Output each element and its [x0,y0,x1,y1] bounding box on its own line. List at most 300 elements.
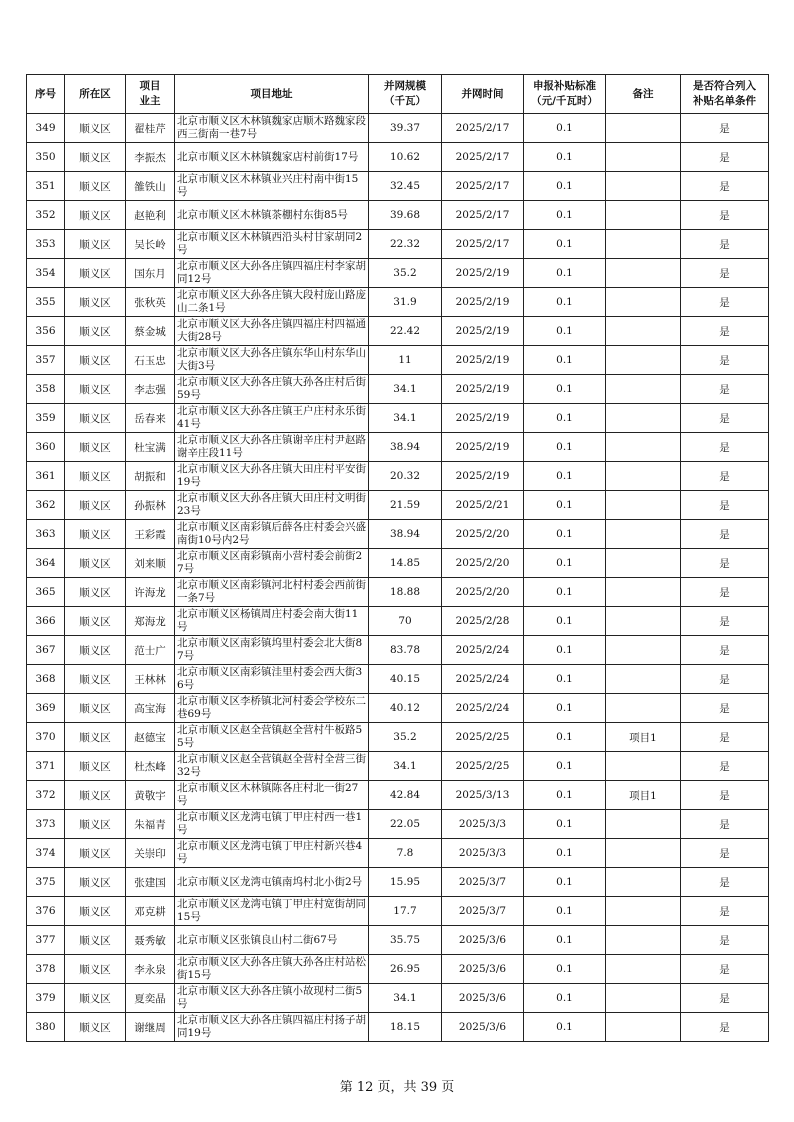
cell-address: 北京市顺义区木林镇西沿头村甘家胡同2号 [175,230,369,259]
table-row [27,752,769,781]
cell-address: 北京市顺义区大孙各庄镇大孙各庄村站松街15号 [175,955,369,984]
cell-seq: 355 [27,288,65,317]
cell-eligible: 是 [681,114,769,143]
cell-address: 北京市顺义区大孙各庄镇大段村庞山路庞山二条1号 [175,288,369,317]
cell-address: 北京市顺义区张镇良山村二街67号 [175,926,369,955]
cell-district: 顺义区 [65,375,126,404]
cell-subsidy-rate: 0.1 [524,810,606,839]
cell-owner: 夏奕晶 [126,984,175,1013]
cell-remarks: 项目1 [606,781,681,810]
cell-address: 北京市顺义区大孙各庄镇大田庄村平安街19号 [175,462,369,491]
cell-grid-date: 2025/2/25 [442,752,524,781]
cell-address: 北京市顺义区大孙各庄镇四福庄村扬子胡同19号 [175,1013,369,1042]
cell-seq: 371 [27,752,65,781]
cell-grid-date: 2025/3/6 [442,926,524,955]
cell-seq: 363 [27,520,65,549]
cell-address: 北京市顺义区木林镇魏家店村前街17号 [175,143,369,172]
header-address: 项目地址 [175,75,369,114]
cell-subsidy-rate: 0.1 [524,578,606,607]
cell-seq: 358 [27,375,65,404]
cell-address: 北京市顺义区大孙各庄镇小故现村二街5号 [175,984,369,1013]
cell-subsidy-rate: 0.1 [524,607,606,636]
header-seq: 序号 [27,75,65,114]
cell-subsidy-rate: 0.1 [524,984,606,1013]
cell-subsidy-rate: 0.1 [524,636,606,665]
cell-subsidy-rate: 0.1 [524,375,606,404]
cell-remarks [606,346,681,375]
cell-grid-date: 2025/2/20 [442,520,524,549]
cell-grid-date: 2025/2/24 [442,665,524,694]
cell-subsidy-rate: 0.1 [524,346,606,375]
cell-subsidy-rate: 0.1 [524,143,606,172]
cell-seq: 356 [27,317,65,346]
cell-owner: 张建国 [126,868,175,897]
cell-subsidy-rate: 0.1 [524,897,606,926]
cell-remarks [606,694,681,723]
cell-seq: 378 [27,955,65,984]
cell-seq: 369 [27,694,65,723]
header-district: 所在区 [65,75,126,114]
cell-owner: 岳春来 [126,404,175,433]
cell-seq: 376 [27,897,65,926]
cell-grid-date: 2025/3/6 [442,1013,524,1042]
cell-capacity: 17.7 [369,897,442,926]
cell-seq: 370 [27,723,65,752]
cell-owner: 孙振林 [126,491,175,520]
cell-grid-date: 2025/3/6 [442,984,524,1013]
cell-remarks [606,868,681,897]
cell-subsidy-rate: 0.1 [524,288,606,317]
table-row [27,375,769,404]
cell-grid-date: 2025/2/19 [442,317,524,346]
cell-capacity: 20.32 [369,462,442,491]
cell-address: 北京市顺义区南彩镇后薛各庄村委会兴盛南街10号内2号 [175,520,369,549]
table-row [27,694,769,723]
cell-grid-date: 2025/3/3 [442,810,524,839]
cell-district: 顺义区 [65,404,126,433]
table-row [27,404,769,433]
header-remarks: 备注 [606,75,681,114]
cell-owner: 黄敬宇 [126,781,175,810]
cell-remarks [606,549,681,578]
cell-district: 顺义区 [65,549,126,578]
cell-remarks [606,172,681,201]
cell-remarks [606,433,681,462]
cell-grid-date: 2025/2/24 [442,694,524,723]
cell-subsidy-rate: 0.1 [524,549,606,578]
cell-owner: 朱福青 [126,810,175,839]
cell-seq: 362 [27,491,65,520]
cell-grid-date: 2025/2/28 [442,607,524,636]
cell-capacity: 7.8 [369,839,442,868]
cell-owner: 胡振和 [126,462,175,491]
cell-capacity: 22.32 [369,230,442,259]
table-row [27,317,769,346]
cell-remarks: 项目1 [606,723,681,752]
cell-district: 顺义区 [65,607,126,636]
cell-subsidy-rate: 0.1 [524,172,606,201]
table-row [27,665,769,694]
cell-eligible: 是 [681,984,769,1013]
cell-address: 北京市顺义区大孙各庄镇大田庄村文明街23号 [175,491,369,520]
cell-remarks [606,143,681,172]
cell-district: 顺义区 [65,317,126,346]
cell-eligible: 是 [681,143,769,172]
cell-grid-date: 2025/2/21 [442,491,524,520]
cell-remarks [606,955,681,984]
cell-owner: 范士广 [126,636,175,665]
cell-remarks [606,375,681,404]
cell-district: 顺义区 [65,926,126,955]
cell-eligible: 是 [681,491,769,520]
cell-eligible: 是 [681,404,769,433]
cell-subsidy-rate: 0.1 [524,694,606,723]
cell-capacity: 32.45 [369,172,442,201]
cell-remarks [606,317,681,346]
cell-eligible: 是 [681,839,769,868]
table-row [27,114,769,143]
cell-seq: 380 [27,1013,65,1042]
cell-seq: 377 [27,926,65,955]
cell-grid-date: 2025/2/19 [442,346,524,375]
cell-owner: 张秋英 [126,288,175,317]
cell-remarks [606,839,681,868]
cell-grid-date: 2025/2/19 [442,259,524,288]
cell-eligible: 是 [681,752,769,781]
cell-district: 顺义区 [65,752,126,781]
cell-remarks [606,607,681,636]
cell-address: 北京市顺义区大孙各庄镇四福庄村李家胡同12号 [175,259,369,288]
cell-subsidy-rate: 0.1 [524,230,606,259]
cell-capacity: 22.42 [369,317,442,346]
cell-subsidy-rate: 0.1 [524,723,606,752]
cell-capacity: 35.2 [369,259,442,288]
cell-subsidy-rate: 0.1 [524,781,606,810]
cell-owner: 杜宝满 [126,433,175,462]
cell-address: 北京市顺义区大孙各庄镇东华山村东华山大街3号 [175,346,369,375]
header-eligible: 是否符合列入 补贴名单条件 [681,75,769,114]
cell-address: 北京市顺义区南彩镇坞里村委会北大街87号 [175,636,369,665]
cell-subsidy-rate: 0.1 [524,520,606,549]
cell-remarks [606,114,681,143]
cell-grid-date: 2025/2/17 [442,172,524,201]
cell-grid-date: 2025/2/20 [442,549,524,578]
cell-grid-date: 2025/2/25 [442,723,524,752]
cell-owner: 王彩霞 [126,520,175,549]
header-grid-date: 并网时间 [442,75,524,114]
cell-seq: 379 [27,984,65,1013]
cell-capacity: 15.95 [369,868,442,897]
cell-capacity: 21.59 [369,491,442,520]
cell-capacity: 70 [369,607,442,636]
cell-remarks [606,201,681,230]
cell-address: 北京市顺义区南彩镇洼里村委会西大街36号 [175,665,369,694]
cell-capacity: 18.15 [369,1013,442,1042]
cell-district: 顺义区 [65,839,126,868]
cell-subsidy-rate: 0.1 [524,114,606,143]
cell-district: 顺义区 [65,578,126,607]
cell-eligible: 是 [681,665,769,694]
cell-grid-date: 2025/2/17 [442,201,524,230]
cell-eligible: 是 [681,462,769,491]
cell-eligible: 是 [681,868,769,897]
cell-seq: 375 [27,868,65,897]
cell-remarks [606,810,681,839]
cell-address: 北京市顺义区南彩镇河北村村委会西前街一条7号 [175,578,369,607]
cell-owner: 赵艳利 [126,201,175,230]
cell-address: 北京市顺义区杨镇周庄村委会南大街11号 [175,607,369,636]
cell-district: 顺义区 [65,781,126,810]
cell-district: 顺义区 [65,810,126,839]
cell-grid-date: 2025/2/17 [442,114,524,143]
cell-address: 北京市顺义区木林镇茶棚村东街85号 [175,201,369,230]
cell-district: 顺义区 [65,636,126,665]
table-row [27,723,769,752]
table-row [27,984,769,1013]
cell-district: 顺义区 [65,520,126,549]
cell-subsidy-rate: 0.1 [524,259,606,288]
cell-owner: 雒铁山 [126,172,175,201]
cell-seq: 349 [27,114,65,143]
cell-address: 北京市顺义区赵全营镇赵全营村牛板路55号 [175,723,369,752]
cell-remarks [606,259,681,288]
cell-address: 北京市顺义区木林镇陈各庄村北一街27号 [175,781,369,810]
cell-subsidy-rate: 0.1 [524,433,606,462]
cell-remarks [606,491,681,520]
cell-district: 顺义区 [65,984,126,1013]
cell-subsidy-rate: 0.1 [524,868,606,897]
cell-seq: 353 [27,230,65,259]
page-footer: 第 12 页，共 39 页 [339,1080,455,1095]
table-row [27,636,769,665]
cell-subsidy-rate: 0.1 [524,491,606,520]
cell-district: 顺义区 [65,868,126,897]
table-row [27,230,769,259]
cell-seq: 360 [27,433,65,462]
cell-grid-date: 2025/3/6 [442,955,524,984]
cell-eligible: 是 [681,607,769,636]
cell-eligible: 是 [681,259,769,288]
cell-address: 北京市顺义区龙湾屯镇南坞村北小街2号 [175,868,369,897]
cell-eligible: 是 [681,723,769,752]
cell-seq: 373 [27,810,65,839]
table-row [27,259,769,288]
cell-remarks [606,578,681,607]
cell-capacity: 38.94 [369,520,442,549]
cell-grid-date: 2025/3/7 [442,868,524,897]
cell-remarks [606,520,681,549]
cell-subsidy-rate: 0.1 [524,317,606,346]
cell-capacity: 40.15 [369,665,442,694]
cell-eligible: 是 [681,549,769,578]
cell-seq: 364 [27,549,65,578]
cell-subsidy-rate: 0.1 [524,665,606,694]
cell-grid-date: 2025/3/7 [442,897,524,926]
cell-eligible: 是 [681,578,769,607]
header-capacity: 并网规模 （千瓦） [369,75,442,114]
cell-owner: 李振杰 [126,143,175,172]
cell-district: 顺义区 [65,114,126,143]
cell-eligible: 是 [681,897,769,926]
cell-capacity: 34.1 [369,984,442,1013]
cell-grid-date: 2025/2/19 [442,404,524,433]
cell-grid-date: 2025/2/24 [442,636,524,665]
cell-district: 顺义区 [65,230,126,259]
cell-owner: 刘来顺 [126,549,175,578]
cell-district: 顺义区 [65,259,126,288]
cell-capacity: 83.78 [369,636,442,665]
cell-capacity: 40.12 [369,694,442,723]
cell-owner: 赵德宝 [126,723,175,752]
cell-eligible: 是 [681,1013,769,1042]
cell-capacity: 26.95 [369,955,442,984]
cell-address: 北京市顺义区大孙各庄镇四福庄村四福通大街28号 [175,317,369,346]
cell-capacity: 38.94 [369,433,442,462]
cell-capacity: 18.88 [369,578,442,607]
cell-eligible: 是 [681,375,769,404]
cell-grid-date: 2025/3/3 [442,839,524,868]
cell-eligible: 是 [681,201,769,230]
cell-eligible: 是 [681,346,769,375]
cell-subsidy-rate: 0.1 [524,955,606,984]
cell-seq: 372 [27,781,65,810]
cell-remarks [606,665,681,694]
table-body [27,114,769,1042]
cell-owner: 王林林 [126,665,175,694]
table-row [27,143,769,172]
cell-remarks [606,288,681,317]
cell-subsidy-rate: 0.1 [524,1013,606,1042]
header-subsidy-rate: 申报补贴标准 （元/千瓦时） [524,75,606,114]
table-row [27,810,769,839]
cell-seq: 374 [27,839,65,868]
cell-district: 顺义区 [65,288,126,317]
cell-grid-date: 2025/2/19 [442,433,524,462]
cell-district: 顺义区 [65,694,126,723]
cell-grid-date: 2025/2/19 [442,375,524,404]
table-row [27,868,769,897]
cell-seq: 350 [27,143,65,172]
table-row [27,781,769,810]
cell-remarks [606,897,681,926]
cell-address: 北京市顺义区南彩镇南小营村委会前街27号 [175,549,369,578]
cell-owner: 李永泉 [126,955,175,984]
cell-eligible: 是 [681,810,769,839]
cell-seq: 357 [27,346,65,375]
cell-eligible: 是 [681,781,769,810]
cell-district: 顺义区 [65,172,126,201]
cell-district: 顺义区 [65,201,126,230]
cell-owner: 许海龙 [126,578,175,607]
cell-district: 顺义区 [65,723,126,752]
cell-seq: 365 [27,578,65,607]
cell-seq: 361 [27,462,65,491]
cell-capacity: 42.84 [369,781,442,810]
cell-capacity: 34.1 [369,752,442,781]
cell-district: 顺义区 [65,1013,126,1042]
cell-capacity: 14.85 [369,549,442,578]
cell-subsidy-rate: 0.1 [524,839,606,868]
cell-capacity: 31.9 [369,288,442,317]
cell-seq: 351 [27,172,65,201]
cell-remarks [606,752,681,781]
cell-grid-date: 2025/2/19 [442,288,524,317]
cell-remarks [606,230,681,259]
cell-district: 顺义区 [65,346,126,375]
cell-owner: 高宝海 [126,694,175,723]
table-row [27,578,769,607]
table-row [27,201,769,230]
cell-subsidy-rate: 0.1 [524,752,606,781]
cell-owner: 李志强 [126,375,175,404]
cell-address: 北京市顺义区大孙各庄镇大孙各庄村后街59号 [175,375,369,404]
cell-address: 北京市顺义区木林镇业兴庄村南中街15号 [175,172,369,201]
cell-address: 北京市顺义区木林镇魏家店顺木路魏家段西三街南一巷7号 [175,114,369,143]
cell-eligible: 是 [681,955,769,984]
cell-owner: 郑海龙 [126,607,175,636]
cell-eligible: 是 [681,317,769,346]
cell-subsidy-rate: 0.1 [524,201,606,230]
cell-address: 北京市顺义区龙湾屯镇丁甲庄村宽街胡同15号 [175,897,369,926]
cell-eligible: 是 [681,288,769,317]
cell-capacity: 10.62 [369,143,442,172]
cell-remarks [606,636,681,665]
table-row [27,1013,769,1042]
cell-subsidy-rate: 0.1 [524,404,606,433]
cell-owner: 谢继周 [126,1013,175,1042]
cell-capacity: 34.1 [369,404,442,433]
cell-remarks [606,1013,681,1042]
cell-seq: 354 [27,259,65,288]
cell-district: 顺义区 [65,143,126,172]
cell-owner: 杜杰峰 [126,752,175,781]
table-row [27,433,769,462]
cell-eligible: 是 [681,636,769,665]
table-row [27,288,769,317]
cell-address: 北京市顺义区赵全营镇赵全营村全营三街32号 [175,752,369,781]
cell-eligible: 是 [681,230,769,259]
cell-capacity: 39.37 [369,114,442,143]
cell-owner: 吴长岭 [126,230,175,259]
cell-remarks [606,462,681,491]
cell-seq: 352 [27,201,65,230]
cell-district: 顺义区 [65,433,126,462]
table-row [27,462,769,491]
cell-owner: 翟桂芹 [126,114,175,143]
cell-subsidy-rate: 0.1 [524,462,606,491]
table-row [27,172,769,201]
table-row [27,549,769,578]
cell-capacity: 39.68 [369,201,442,230]
cell-seq: 367 [27,636,65,665]
cell-grid-date: 2025/2/20 [442,578,524,607]
cell-address: 北京市顺义区大孙各庄镇王户庄村永乐街41号 [175,404,369,433]
cell-district: 顺义区 [65,897,126,926]
cell-remarks [606,404,681,433]
cell-seq: 359 [27,404,65,433]
cell-eligible: 是 [681,694,769,723]
cell-district: 顺义区 [65,955,126,984]
cell-capacity: 34.1 [369,375,442,404]
cell-address: 北京市顺义区李桥镇北河村委会学校东二巷69号 [175,694,369,723]
cell-owner: 石玉忠 [126,346,175,375]
cell-grid-date: 2025/2/17 [442,143,524,172]
cell-eligible: 是 [681,172,769,201]
cell-capacity: 35.75 [369,926,442,955]
subsidy-table [26,74,769,1042]
table-row [27,346,769,375]
cell-grid-date: 2025/2/19 [442,462,524,491]
